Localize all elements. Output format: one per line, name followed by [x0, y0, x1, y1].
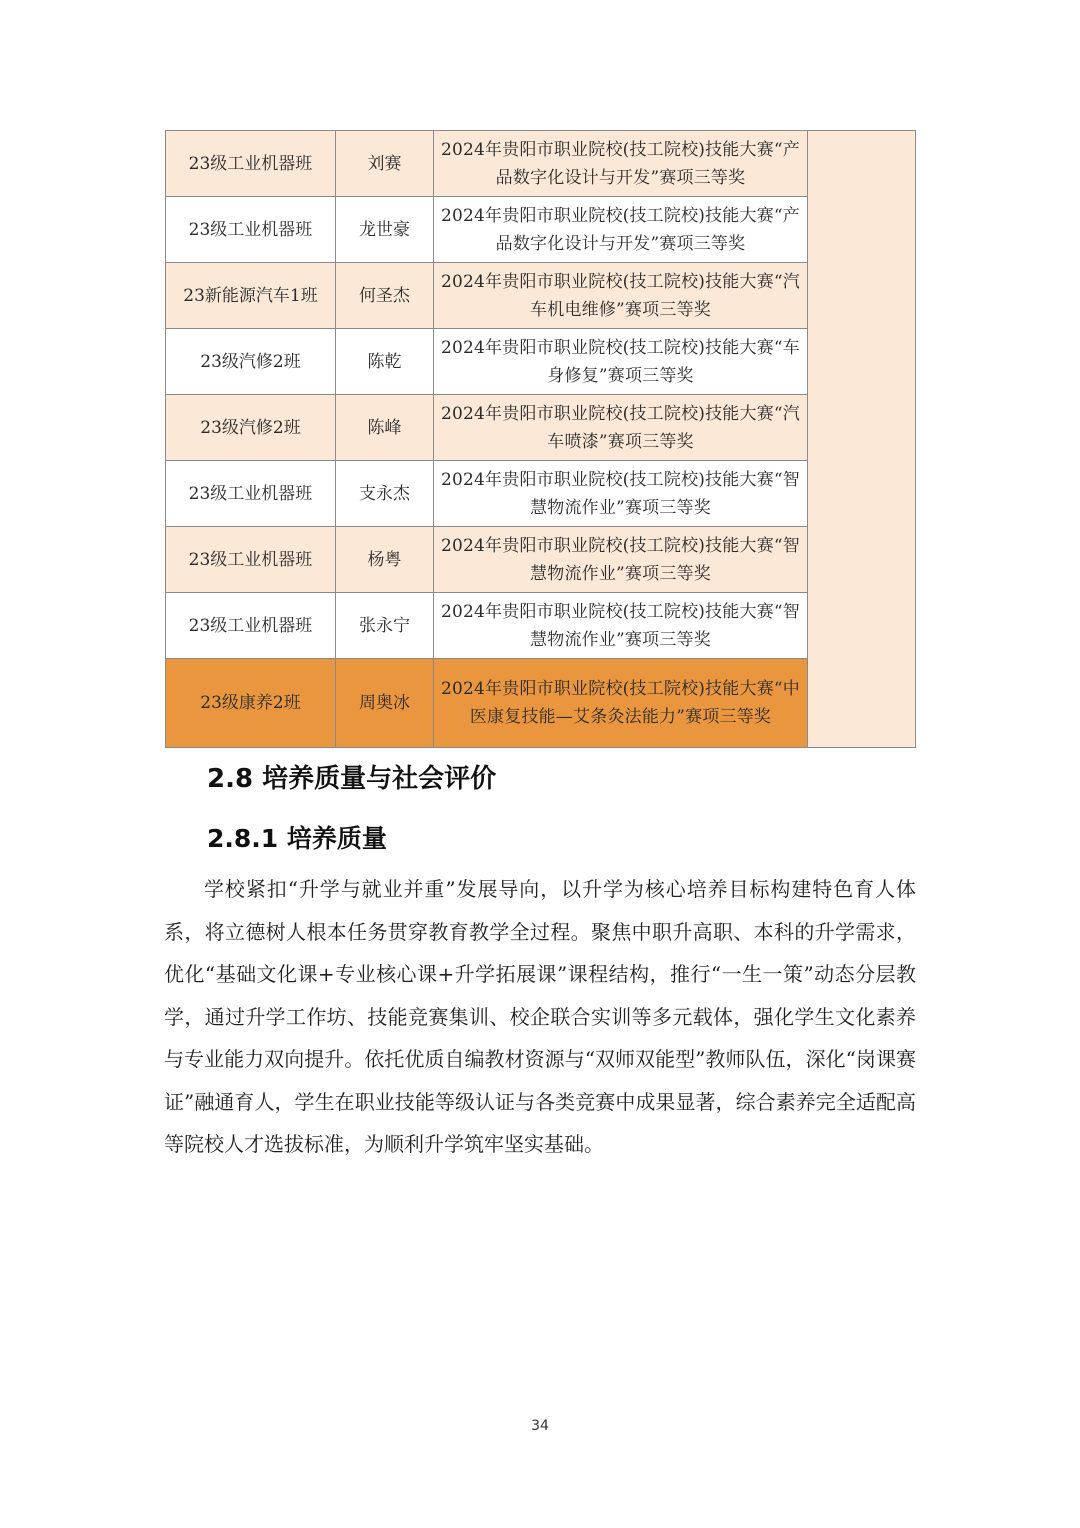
- class-cell: 23级汽修2班: [166, 329, 336, 395]
- student-cell: 杨粤: [336, 527, 434, 593]
- table-row: [166, 197, 916, 263]
- student-cell: 支永杰: [336, 461, 434, 527]
- table-row: [166, 131, 916, 197]
- section-heading: 2.8 培养质量与社会评价: [207, 764, 497, 794]
- class-cell: 23级工业机器班: [166, 131, 336, 197]
- class-cell: 23级汽修2班: [166, 395, 336, 461]
- blank-column-cell: [808, 131, 916, 748]
- student-cell: 周奥冰: [336, 659, 434, 748]
- page-number: 34: [531, 1418, 549, 1434]
- award-cell: 2024年贵阳市职业院校(技工院校)技能大赛“智慧物流作业”赛项三等奖: [434, 527, 808, 593]
- award-cell: 2024年贵阳市职业院校(技工院校)技能大赛“智慧物流作业”赛项三等奖: [434, 593, 808, 659]
- student-cell: 陈峰: [336, 395, 434, 461]
- award-cell: 2024年贵阳市职业院校(技工院校)技能大赛“智慧物流作业”赛项三等奖: [434, 461, 808, 527]
- student-cell: 龙世豪: [336, 197, 434, 263]
- award-cell: 2024年贵阳市职业院校(技工院校)技能大赛“车身修复”赛项三等奖: [434, 329, 808, 395]
- class-cell: 23新能源汽车1班: [166, 263, 336, 329]
- table-row: [166, 593, 916, 659]
- award-cell: 2024年贵阳市职业院校(技工院校)技能大赛“产品数字化设计与开发”赛项三等奖: [434, 197, 808, 263]
- student-cell: 刘赛: [336, 131, 434, 197]
- award-cell: 2024年贵阳市职业院校(技工院校)技能大赛“中医康复技能—艾条灸法能力”赛项三等奖: [434, 659, 808, 748]
- student-cell: 陈乾: [336, 329, 434, 395]
- subsection-heading: 2.8.1 培养质量: [207, 824, 387, 853]
- table-row: [166, 329, 916, 395]
- table-row: [166, 263, 916, 329]
- class-cell: 23级工业机器班: [166, 527, 336, 593]
- award-cell: 2024年贵阳市职业院校(技工院校)技能大赛“汽车机电维修”赛项三等奖: [434, 263, 808, 329]
- class-cell: 23级工业机器班: [166, 593, 336, 659]
- table-row: [166, 461, 916, 527]
- student-cell: 何圣杰: [336, 263, 434, 329]
- award-table: [165, 130, 916, 748]
- class-cell: 23级工业机器班: [166, 461, 336, 527]
- student-cell: 张永宁: [336, 593, 434, 659]
- body-paragraph: 学校紧扣“升学与就业并重”发展导向，以升学为核心培养目标构建特色育人体系，将立德树人根本任务贯穿教育教学全过程。聚焦中职升高职、本科的升学需求，优化“基础文化课+专业核心课+升学拓展课”课程结构，推行“一生一策”动态分层教学，通过升学工作坊、技能竞赛集训、校企联合实训等多元载体，强化学生文化素养与专业能力双向提升。依托优质自编教材资源与“双师双能型”教师队伍，深化“岗课赛证”融通育人，学生在职业技能等级认证与各类竞赛中成果显著，综合素养完全适配高等院校人才选拔标准，为顺利升学筑牢坚实基础。: [164, 877, 916, 1156]
- table-row-highlighted: [166, 659, 916, 748]
- table-row: [166, 395, 916, 461]
- award-cell: 2024年贵阳市职业院校(技工院校)技能大赛“产品数字化设计与开发”赛项三等奖: [434, 131, 808, 197]
- table-row: [166, 527, 916, 593]
- class-cell: 23级康养2班: [166, 659, 336, 748]
- class-cell: 23级工业机器班: [166, 197, 336, 263]
- award-cell: 2024年贵阳市职业院校(技工院校)技能大赛“汽车喷漆”赛项三等奖: [434, 395, 808, 461]
